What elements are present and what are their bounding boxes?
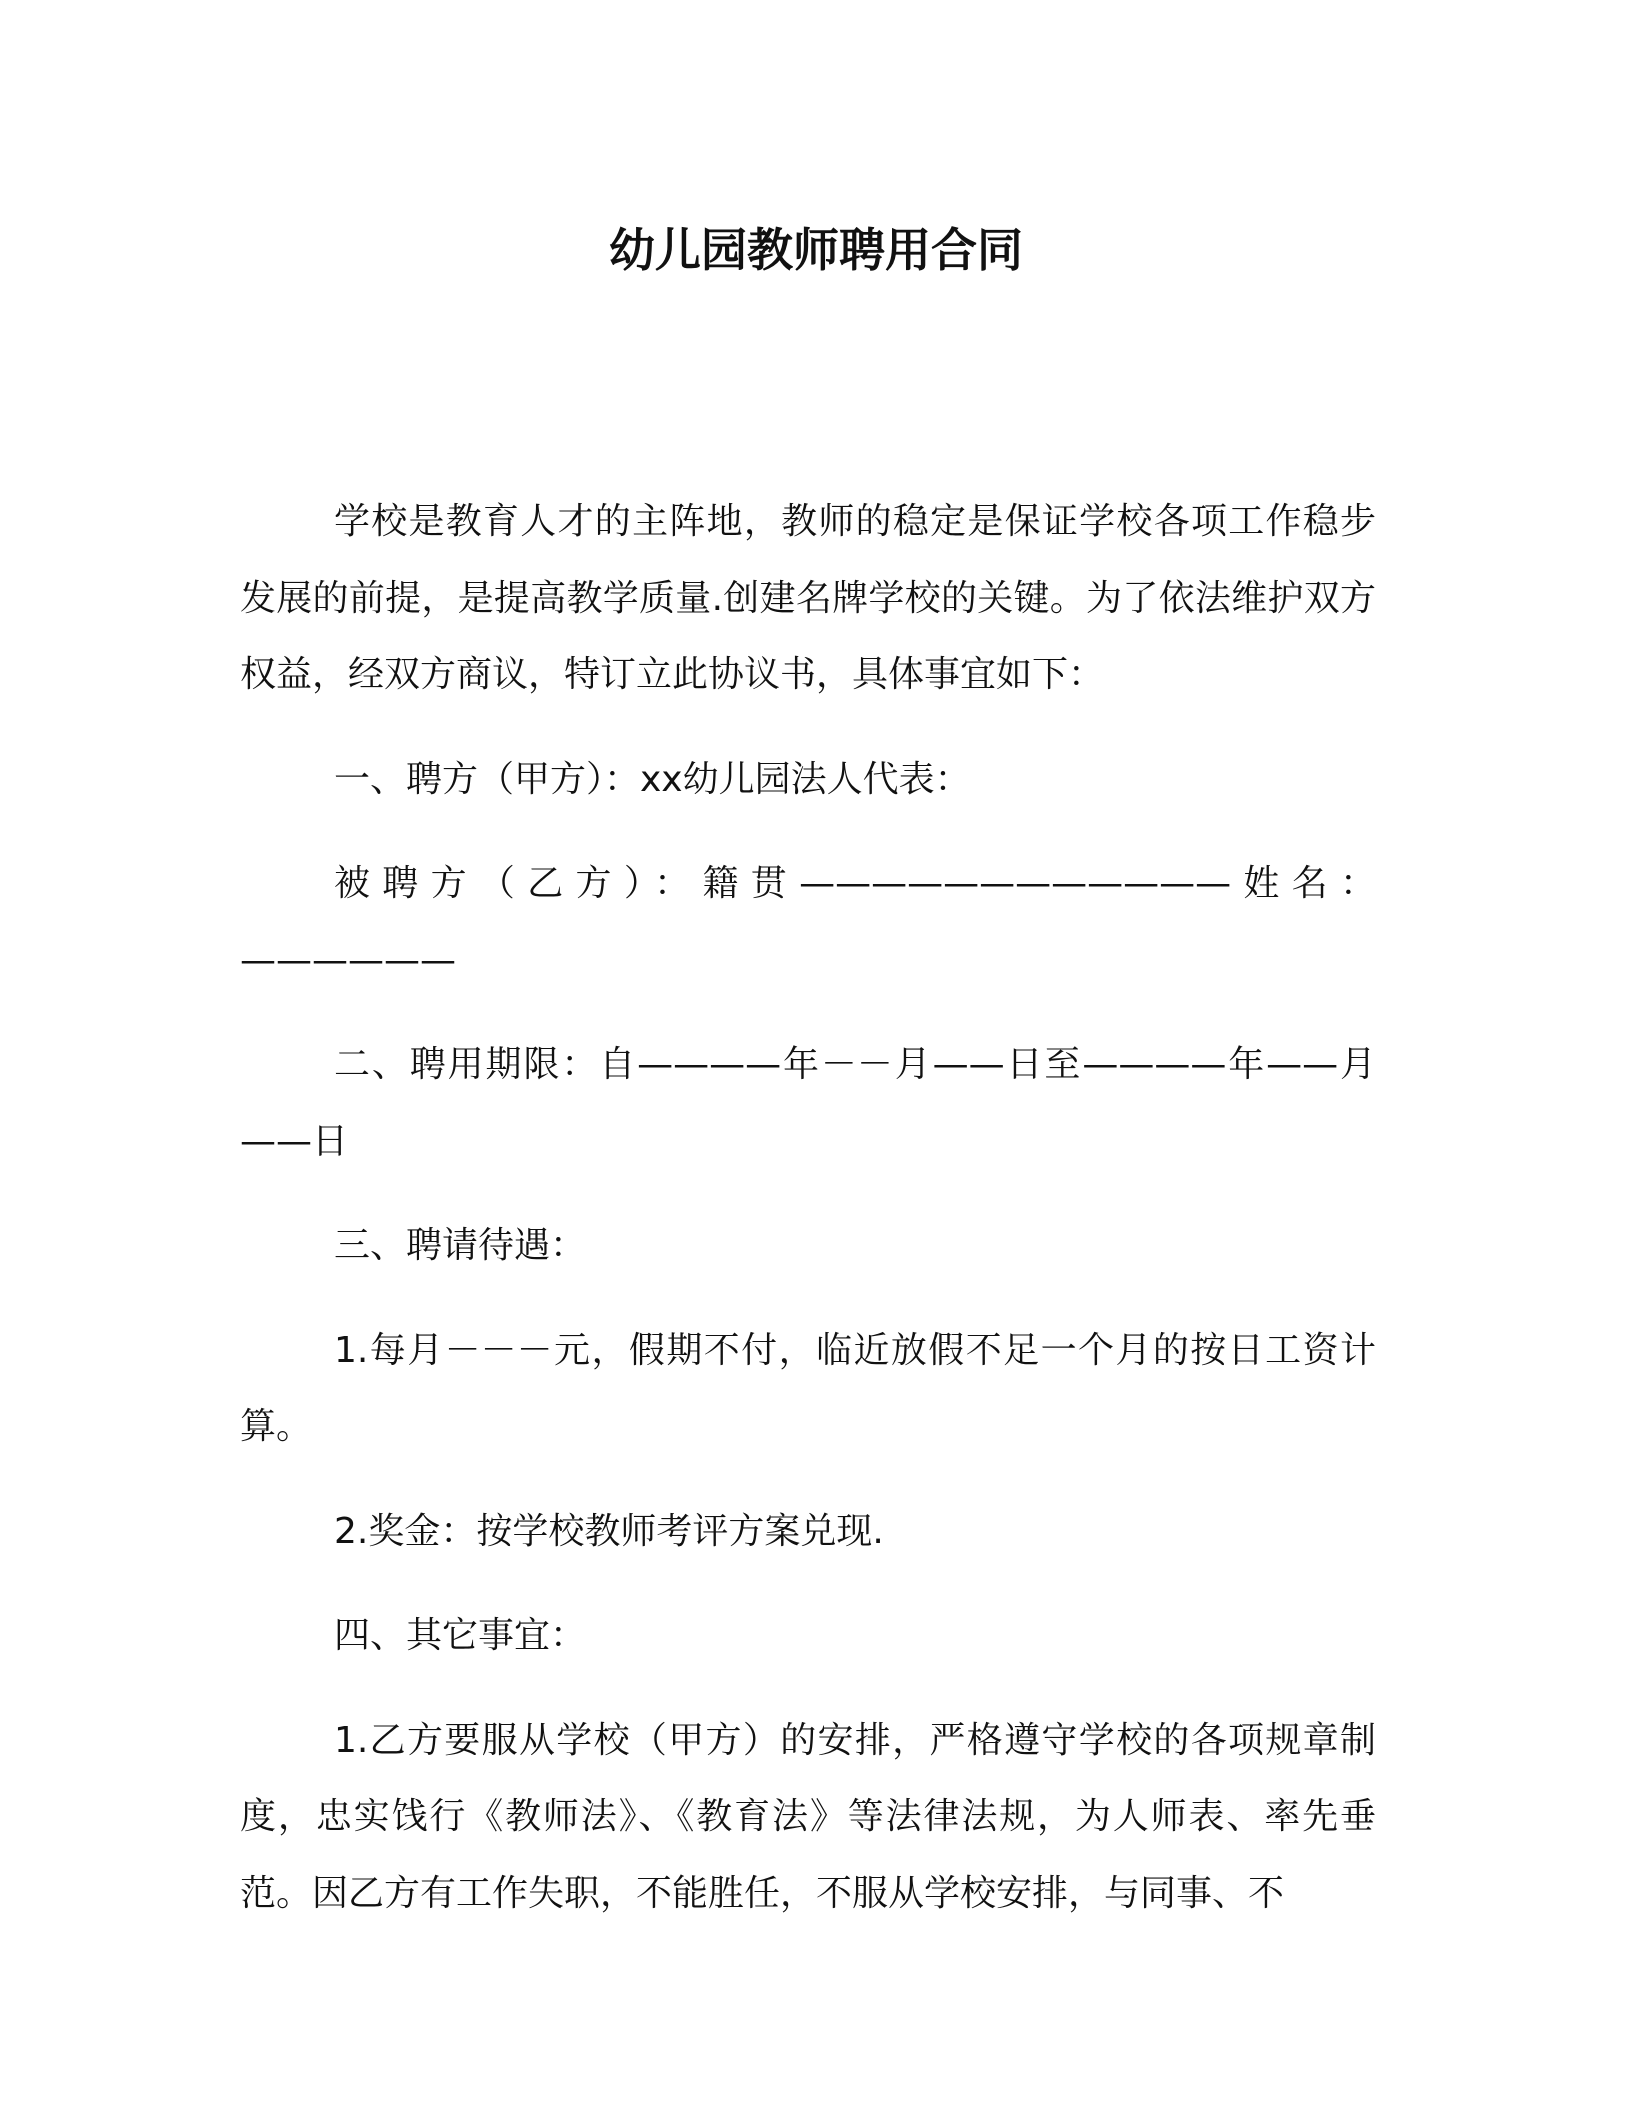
paragraph-other-heading: 四、其它事宜： <box>334 1615 587 1656</box>
paragraph-bonus: 2.奖金：按学校教师考评方案兑现. <box>334 1510 884 1552</box>
paragraph-obligations: 1.乙方要服从学校（甲方）的安排，严格遵守学校的各项规章制度，忠实饯行《教师法》、《教育法》等法律法规，为人师表、率先垂范。因乙方有工作失职，不能胜任，不服从学校安排，与同事、不 <box>240 1719 1376 1914</box>
paragraph-employee: 被聘方（乙方）：籍贯————————————姓名：—————— <box>240 863 1376 981</box>
paragraph-benefits-heading: 三、聘请待遇： <box>334 1225 587 1266</box>
paragraph-term: 二、聘用期限：自————年－－月——日至————年——月——日 <box>240 1044 1376 1162</box>
document-title: 幼儿园教师聘用合同 <box>609 223 1023 277</box>
paragraph-salary: 1.每月－－－元，假期不付，临近放假不足一个月的按日工资计算。 <box>240 1329 1376 1447</box>
document-body <box>240 484 1376 1960</box>
paragraph-intro: 学校是教育人才的主阵地，教师的稳定是保证学校各项工作稳步发展的前提，是提高教学质量.创建名牌学校的关键。为了依法维护双方权益，经双方商议，特订立此协议书，具体事宜如下： <box>240 501 1376 695</box>
paragraph-employer: 一、聘方（甲方）：xx幼儿园法人代表： <box>334 758 971 800</box>
